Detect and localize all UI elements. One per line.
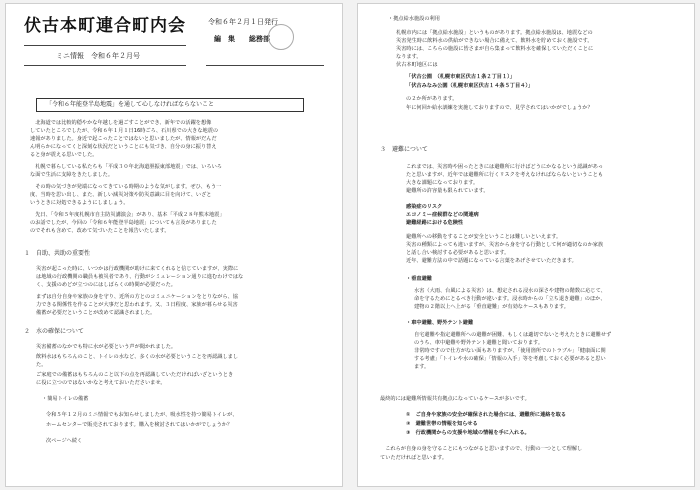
section-3-line: 大きな課題になっております。: [406, 180, 479, 186]
water-site-1: 「伏古公園 （札幌市東区伏古１条２丁目１）」: [406, 74, 515, 80]
car-evac-line: 非常時ですので仕方がない面もありますが、「使用箇所でのトラブル」「健康面に関: [414, 348, 606, 354]
car-evac-title: ・車中避難、野外テント避難: [406, 320, 474, 326]
risk-line: 避難所への移動をすることが安全ということは難しいといえます。: [406, 234, 562, 240]
intro-line: 先日、「令和５年度札幌市自主防災講演会」があり、基本「平成２８年熊本地震」: [30, 212, 225, 218]
risk-line: 災害の種類によっても違いますが、災害から身を守る行動として何が適切なのか家族: [406, 242, 604, 248]
water-line: 災害時には、こちらの施設に皆さまが自ら集まって飲料水を確保していただくことに: [396, 46, 594, 52]
section-3-line: たと思いますが、近年では避難所に行くリスクを考えなければならないということも: [406, 172, 604, 178]
section-1-line: く、支援のめどが立つのにはしばらくの時間が必要だった。: [36, 282, 176, 288]
section-2-line: に役に立つのではないかなと考えておいたださいませ。: [36, 380, 166, 386]
section-3-line: 避難所の許容量も限られています。: [406, 188, 489, 194]
car-evac-line: のうち、車中避難や野外テント避難と聞いております。: [414, 340, 544, 346]
risk-heading: 感染症のリスク: [406, 204, 443, 210]
vertical-evac-title: ・垂直避難: [406, 276, 432, 282]
section-1-line: 災害が起こった時に、いつかは行政機関が助けに来てくれると信じていますが、実際に: [36, 266, 239, 272]
intro-line: その時の気づきが発端になってきている時期のような気がします。ぜひ、もう一: [30, 184, 222, 190]
water-subtitle: ・拠点給水施設の利用: [388, 16, 440, 22]
section-2-line: 飲料水はもちろんのこと、トイレの水など、多くの水が必要ということを再認識しまし: [36, 354, 239, 360]
water-line: 災害発生時に飲料水の供給ができない場合に備えて、飲料水を貯めておく施設です。: [396, 38, 593, 44]
action-point: ① ご自身や家族の安全が確保された場合には、避難所に連絡を取る: [406, 412, 567, 418]
left-page: [6, 4, 342, 486]
action-point: ③ 行政機関からの支援や地域の情報を手に入れる。: [406, 430, 530, 436]
section-1-line: まずは自分自身や家族の身を守り、近所の方とのコミュニケーションをとりながら、協: [36, 294, 239, 300]
intro-line: 札幌で暮らしている私たちも「平成３０年北海道胆振東部地震」では、いろいろ: [30, 164, 222, 170]
water-after-line: の２か所があります。: [406, 96, 458, 102]
section-3-line: これまでは、災害時や困ったときには避難所に行けばどうにかなるという認識があっ: [406, 164, 604, 170]
closing-line: これらが自身の身を守ることにもつながると思いますので、行動の一つとして理解し: [380, 446, 583, 452]
emblem-mark: [268, 24, 294, 50]
header-rule: [206, 65, 324, 66]
water-site-2: 「伏古みなみ公園（札幌市東区伏古１４条５丁目４）」: [406, 83, 534, 89]
intro-line: ん明らかになってくと深刻な状況だということにも気づき、自分の身に振り替え: [30, 144, 217, 150]
section-1-line: 力できる関係性を作ることが大事だと思われます。又、３日程度、家族が暮らせる災害: [36, 302, 238, 308]
vertical-evac-line: 水害（大雨、台風による災害）は、想定される浸水の深さや建物の階数に応じて、: [414, 288, 606, 294]
intro-line: 速報がありました。身近で起こったことではないと思いましたが、情報がだんだ: [30, 136, 217, 142]
water-line: 伏古本町地区には: [396, 62, 438, 68]
intro-line: のでそれも含めて、改めて気づいたことを報告いたします。: [30, 228, 170, 234]
car-evac-line: ます。: [414, 364, 430, 370]
title-underline: [24, 45, 186, 46]
toilet-line: 令和５年１２月のミニ情報でもお知らせしましたが、吸水性を持つ簡易トイレが、: [46, 412, 238, 418]
intro-line: のお話でしたが、今回の「令和６年能登半島地震」についても言及がありました: [30, 220, 217, 226]
issue-subtitle: ミニ情報 令和６年２月号: [56, 52, 140, 60]
intro-line: 北海道では比較的穏やかな年越しを過ごすことができ、新年での活躍を想像: [30, 120, 212, 126]
final-intro: 最終的には避難所情報共有拠点になっているケースが多いです。: [380, 396, 530, 402]
car-evac-line: 自宅避難や指定避難所への避難が困難、もしくは適切でないと考えたときに避難せず: [414, 332, 612, 338]
section-2-line: た。: [36, 362, 47, 368]
risk-line: と話し合い検討する必要があると思います。: [406, 250, 510, 256]
closing-line: ていただければと思います。: [380, 455, 448, 461]
section-2-title: ２ 水の確保について: [24, 328, 84, 335]
water-line: 札幌市内には「拠点給水施設」というものがあります。拠点給水施設は、地震などの: [396, 30, 593, 36]
right-page: [358, 4, 694, 486]
vertical-evac-line: 命を守るためにとるべき行動が違います。浸水時からの「立ち退き避難」のほか、: [414, 296, 606, 302]
continue-note: 次ページへ続く: [46, 438, 83, 444]
toilet-line: ホームセンターで販売されております。購入を検討されてはいかがでしょうか？: [46, 422, 233, 428]
section-1-line: 備蓄が必要だということが改めて認識されました。: [36, 310, 156, 316]
toilet-subtitle: ・簡易トイレの備蓄: [42, 396, 89, 402]
issue-date: 令和６年２月１日発行: [208, 18, 278, 26]
intro-line: ると身が震える思いでした。: [30, 152, 98, 158]
section-3-title: ３ 避難について: [380, 146, 428, 153]
vertical-evac-line: 建物の２階以上へ上がる「垂直避難」が有効なケースもあります。: [414, 304, 569, 310]
editor-line: 編 集 総務部: [214, 35, 270, 43]
section-2-line: ご家庭での備蓄はもちろんのこと以下の点を再認識していただければいざというとき: [36, 372, 234, 378]
risk-line: 近年、避難方法の中で話題になっている言葉をあげさせていただきます。: [406, 258, 577, 264]
intro-line: 度、当時を思い出し、また、新しい減災対策や防災意識に目を向けて、いざと: [30, 192, 212, 198]
car-evac-line: する考慮」「トイレや水の確保」「情報の入手」等を考慮しておく必要があると思い: [414, 356, 606, 362]
intro-line: していたところでしたが、令和６年１月１日16時ごろ、石川県での大きな地震の: [30, 128, 219, 134]
water-line: なります。: [396, 54, 422, 60]
section-2-line: 災害備蓄のなかでも特に水が必要という声が聞かれました。: [36, 344, 177, 350]
section-1-line: は地域の行政機関の職員も被災者であり、行動がシミュレーション通りに進むわけではな: [36, 274, 244, 280]
newsletter-title: 伏古本町連合町内会: [24, 16, 186, 36]
intro-line: な面で生活に支障をきたしました。: [30, 172, 114, 178]
risk-heading: 避難経路における危険性: [406, 220, 464, 226]
water-after-line: 年に何回か給水訓練を実施しておりますので、見学されてはいかがでしょうか？: [406, 105, 593, 111]
intro-line: いうときに対処できるようにしましょう。: [30, 200, 129, 206]
headline: 「令和６年能登半島地震」を通して心しなければならないこと: [46, 101, 215, 108]
section-1-title: １ 自助、共助の重要性: [24, 250, 91, 257]
subtitle-underline: [24, 65, 186, 66]
action-point: ② 避難世帯の情報を知らせる: [406, 421, 478, 427]
risk-heading: エコノミー症候群などの関連病: [406, 212, 479, 218]
